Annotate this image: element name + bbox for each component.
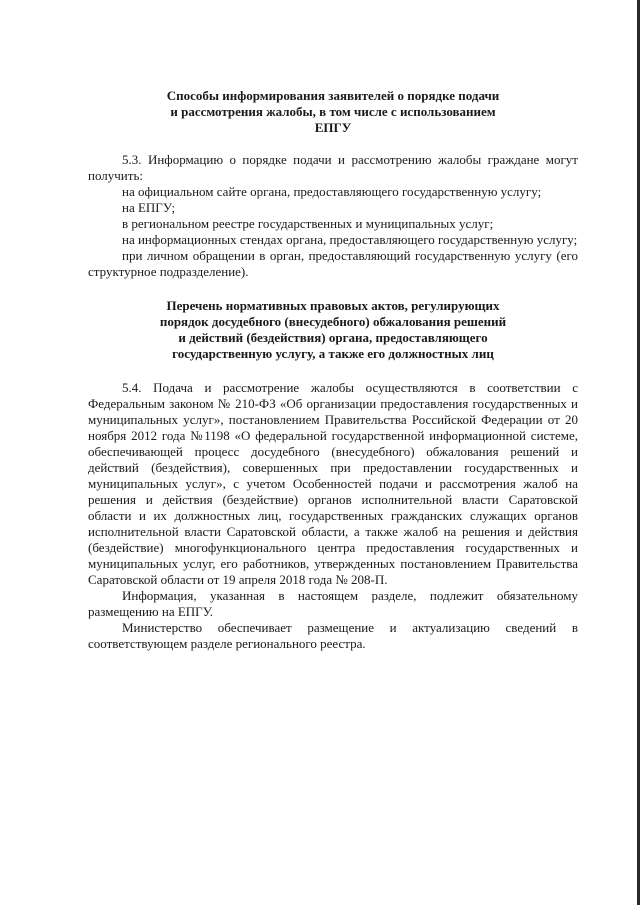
heading-line: и рассмотрения жалобы, в том числе с использованием — [170, 104, 496, 119]
document-body — [88, 88, 578, 652]
paragraph-5-3-intro: 5.3. Информацию о порядке подачи и рассмотрению жалобы граждане могут получить: — [88, 152, 578, 183]
heading-line: и действий (бездействия) органа, предоставляющего — [178, 330, 488, 345]
section-heading-legal-acts — [88, 298, 578, 362]
heading-line: Способы информирования заявителей о порядке подачи — [166, 88, 500, 103]
paragraph-regional-registry: в региональном реестре государственных и муниципальных услуг; — [122, 216, 494, 231]
paragraph-official-site: на официальном сайте органа, предоставляющего государственную услугу; — [122, 184, 542, 199]
section-5-4 — [88, 380, 578, 652]
section-5-3 — [88, 152, 578, 280]
paragraph-ministry-responsibility: Министерство обеспечивает размещение и актуализацию сведений в соответствующем разделе регионального реестра. — [88, 620, 578, 651]
paragraph-mandatory-publication: Информация, указанная в настоящем разделе, подлежит обязательному размещению на ЕПГУ. — [88, 588, 578, 619]
paragraph-epgu: на ЕПГУ; — [122, 200, 176, 215]
paragraph-info-stands: на информационных стендах органа, предоставляющего государственную услугу; — [122, 232, 578, 247]
heading-line: порядок досудебного (внесудебного) обжалования решений — [159, 314, 507, 329]
heading-line: государственную услугу, а также его должностных лиц — [172, 346, 494, 361]
paragraph-personal-visit: при личном обращении в орган, предоставляющий государственную услугу (его структурное подразделение). — [88, 248, 578, 279]
paragraph-5-4-legal-basis: 5.4. Подача и рассмотрение жалобы осуществляются в соответствии с Федеральным законом № 210-ФЗ «Об организации предоставления государственных и муниципальных услуг», постановлением Правительства Российской Федерации от 20 ноября 2012 года №1198 «О федеральной государственной информационной системе, обеспечивающей процесс досудебного (внесудебного) обжалования решений и действий (бездействия), совершенных при предоставлении государственных и муниципальных услуг», с учетом Особенностей подачи и рассмотрения жалоб на решения и действия (бездействие) органов исполнительной власти Саратовской области и их должностных лиц, государственных гражданских служащих органов исполнительной власти Саратовской области, а также жалоб на решения и действия (бездействие) многофункционального центра предоставления государственных и муниципальных услуг, его работников, утвержденных постановлением Правительства Саратовской области от 19 апреля 2018 года № 208-П. — [88, 380, 578, 587]
section-heading-complaint-information — [88, 88, 578, 136]
heading-line: Перечень нормативных правовых актов, регулирующих — [166, 298, 500, 313]
heading-line: ЕПГУ — [314, 120, 352, 135]
